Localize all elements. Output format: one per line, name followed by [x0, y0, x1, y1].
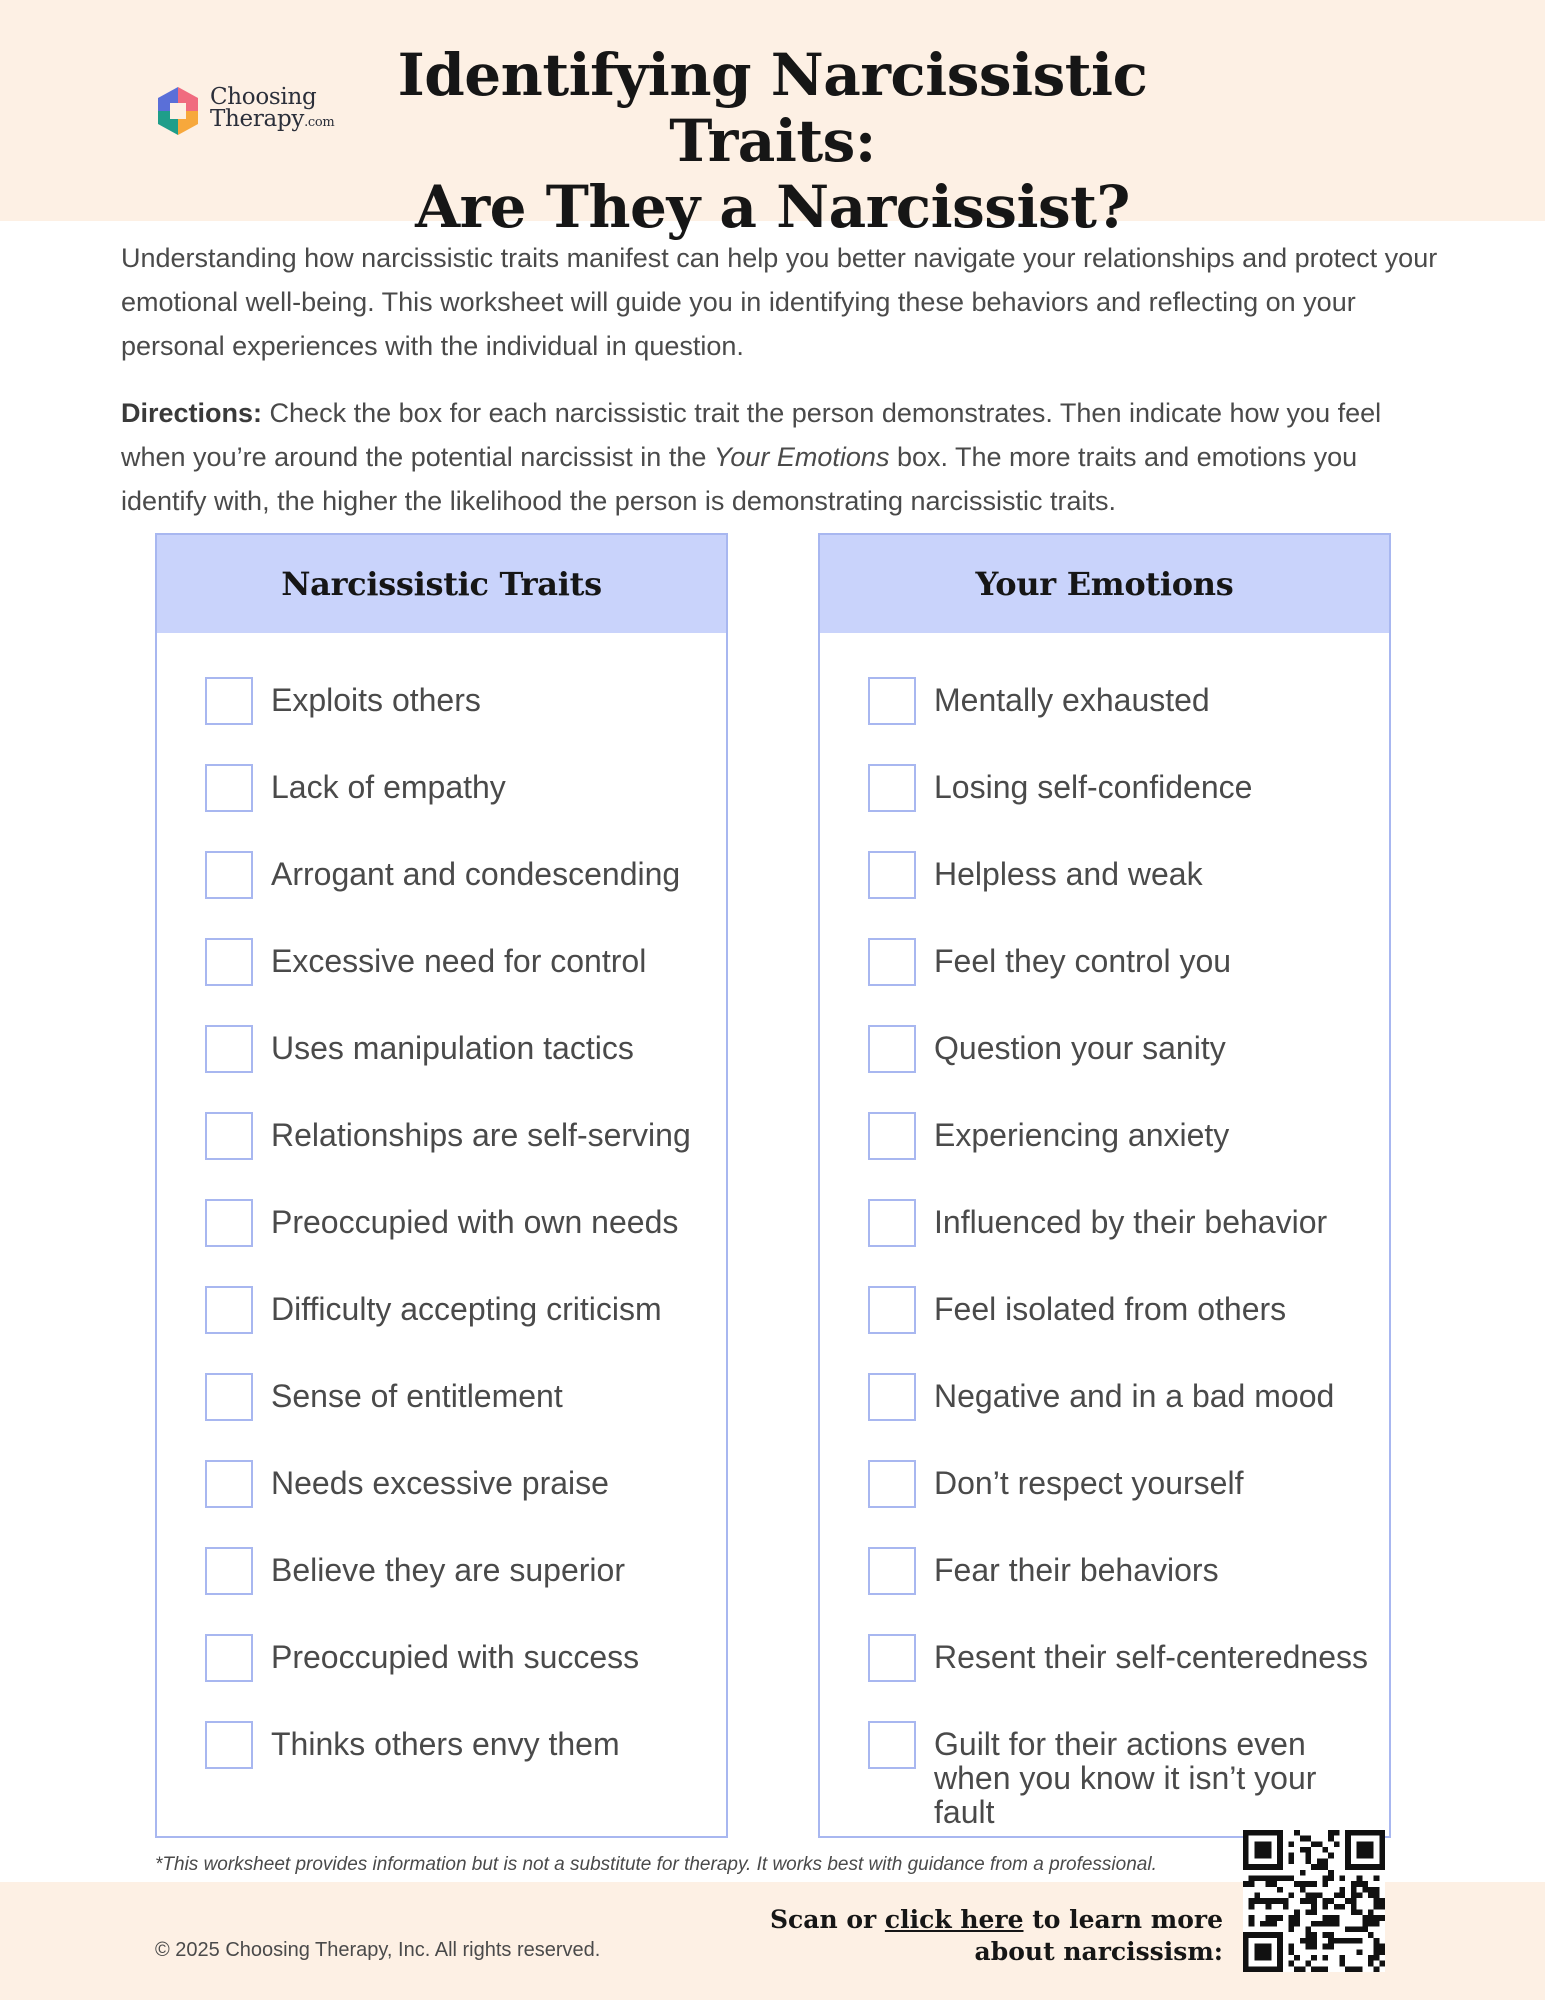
emotion-label: Mentally exhausted: [934, 682, 1210, 718]
emotions-heading: Your Emotions: [820, 535, 1389, 633]
cta-text-before: Scan or: [769, 1905, 885, 1934]
trait-item: [205, 1118, 705, 1160]
emotion-checkbox[interactable]: [868, 938, 916, 986]
click-here-link[interactable]: click here: [884, 1905, 1024, 1934]
emotion-item: [868, 1205, 1368, 1247]
emotion-item: [868, 1118, 1368, 1160]
emotion-item: [868, 1031, 1368, 1073]
emotion-item: [868, 944, 1368, 986]
trait-checkbox[interactable]: [205, 1547, 253, 1595]
emotion-label: Guilt for their actions even when you know it isn’t your fault: [934, 1726, 1317, 1830]
trait-label: Relationships are self-serving: [271, 1117, 691, 1153]
emotion-item: [868, 1466, 1368, 1508]
trait-label: Lack of empathy: [271, 769, 506, 805]
emotion-checkbox[interactable]: [868, 851, 916, 899]
emotion-checkbox[interactable]: [868, 1547, 916, 1595]
trait-checkbox[interactable]: [205, 1721, 253, 1769]
traits-column: [155, 533, 728, 1838]
page-title: [300, 42, 1245, 240]
trait-label: Exploits others: [271, 682, 481, 718]
trait-label: Difficulty accepting criticism: [271, 1291, 662, 1327]
emotion-item: [868, 1640, 1368, 1682]
emotion-label: Experiencing anxiety: [934, 1117, 1230, 1153]
learn-more-cta: [770, 1904, 1223, 1968]
emotion-checkbox[interactable]: [868, 1286, 916, 1334]
title-line-2: Are They a Narcissist?: [415, 173, 1130, 241]
trait-label: Sense of entitlement: [271, 1378, 563, 1414]
emotion-item: [868, 1379, 1368, 1421]
trait-item: [205, 1553, 705, 1595]
directions-emphasis: Your Emotions: [713, 442, 890, 472]
emotion-item: [868, 1292, 1368, 1334]
emotion-checkbox[interactable]: [868, 1112, 916, 1160]
traits-heading: Narcissistic Traits: [157, 535, 726, 633]
trait-label: Excessive need for control: [271, 943, 647, 979]
trait-item: [205, 1031, 705, 1073]
emotion-checkbox[interactable]: [868, 1634, 916, 1682]
trait-label: Preoccupied with own needs: [271, 1204, 679, 1240]
emotion-label: Question your sanity: [934, 1030, 1226, 1066]
title-line-1: Identifying Narcissistic Traits:: [397, 41, 1148, 175]
trait-item: [205, 1640, 705, 1682]
trait-checkbox[interactable]: [205, 1373, 253, 1421]
header-banner: [0, 0, 1545, 241]
trait-checkbox[interactable]: [205, 1286, 253, 1334]
emotion-item: [868, 857, 1368, 899]
trait-item: [205, 683, 705, 725]
directions-text-before: Check the box for each narcissistic trait the person demonstrates. Then indicate how you feel when you’re around the potential narcissist in the: [121, 398, 1382, 472]
trait-label: Preoccupied with success: [271, 1639, 640, 1675]
intro-paragraph: Understanding how narcissistic traits manifest can help you better navigate your relationships and protect your emotional well-being. This worksheet will guide you in identifying these behaviors and reflecting on your personal experiences with the individual in question.: [121, 243, 1438, 361]
trait-checkbox[interactable]: [205, 1025, 253, 1073]
directions-paragraph: [121, 391, 1441, 523]
logo-line-1: Choosing: [210, 84, 317, 110]
emotion-label: Fear their behaviors: [934, 1552, 1219, 1588]
emotion-checkbox[interactable]: [868, 1460, 916, 1508]
emotion-checkbox[interactable]: [868, 677, 916, 725]
emotion-label: Don’t respect yourself: [934, 1465, 1244, 1501]
cta-text-after: to learn more: [1023, 1905, 1223, 1934]
emotion-label: Negative and in a bad mood: [934, 1378, 1335, 1414]
emotion-label: Feel they control you: [934, 943, 1232, 979]
qr-code-icon[interactable]: [1243, 1830, 1385, 1972]
trait-checkbox[interactable]: [205, 1112, 253, 1160]
trait-item: [205, 770, 705, 812]
disclaimer-text: *This worksheet provides information but is not a substitute for therapy. It works best with guidance from a professional.: [155, 1854, 1157, 1875]
trait-item: [205, 1205, 705, 1247]
trait-checkbox[interactable]: [205, 938, 253, 986]
emotion-item: [868, 1727, 1368, 1829]
trait-checkbox[interactable]: [205, 1199, 253, 1247]
emotion-checkbox[interactable]: [868, 1199, 916, 1247]
emotion-item: [868, 683, 1368, 725]
emotion-checkbox[interactable]: [868, 1025, 916, 1073]
trait-label: Thinks others envy them: [271, 1726, 620, 1762]
trait-label: Believe they are superior: [271, 1552, 625, 1588]
emotion-checkbox[interactable]: [868, 1721, 916, 1769]
trait-item: [205, 944, 705, 986]
emotion-label: Losing self-confidence: [934, 769, 1253, 805]
directions-text-after: box. The more traits and emotions you identify with, the higher the likelihood the person is demonstrating narcissistic traits.: [121, 442, 1358, 516]
copyright-text: © 2025 Choosing Therapy, Inc. All rights reserved.: [155, 1939, 601, 1961]
trait-item: [205, 1292, 705, 1334]
emotion-label: Helpless and weak: [934, 856, 1203, 892]
emotion-label: Feel isolated from others: [934, 1291, 1287, 1327]
directions-label: Directions:: [121, 398, 263, 428]
trait-checkbox[interactable]: [205, 1460, 253, 1508]
trait-checkbox[interactable]: [205, 1634, 253, 1682]
trait-item: [205, 1727, 705, 1769]
trait-item: [205, 857, 705, 899]
cta-line-2: about narcissism:: [974, 1937, 1223, 1966]
trait-label: Arrogant and condescending: [271, 856, 681, 892]
emotion-label: Resent their self-centeredness: [934, 1639, 1368, 1675]
trait-item: [205, 1466, 705, 1508]
logo-line-2: Therapy: [210, 106, 305, 132]
emotion-checkbox[interactable]: [868, 764, 916, 812]
trait-checkbox[interactable]: [205, 764, 253, 812]
trait-item: [205, 1379, 705, 1421]
emotion-item: [868, 1553, 1368, 1595]
trait-checkbox[interactable]: [205, 851, 253, 899]
logo-suffix: .com: [304, 115, 335, 130]
emotions-column: [818, 533, 1391, 1838]
emotion-item: [868, 770, 1368, 812]
trait-label: Uses manipulation tactics: [271, 1030, 634, 1066]
trait-label: Needs excessive praise: [271, 1465, 609, 1501]
emotion-checkbox[interactable]: [868, 1373, 916, 1421]
trait-checkbox[interactable]: [205, 677, 253, 725]
logo-hexagon-icon: [152, 85, 204, 137]
emotion-label: Influenced by their behavior: [934, 1204, 1328, 1240]
